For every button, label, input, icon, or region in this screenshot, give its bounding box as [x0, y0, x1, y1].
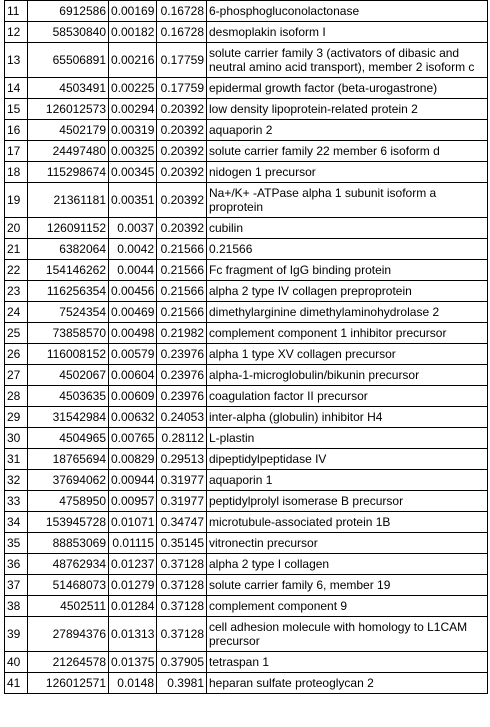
q-value-cell: 0.20392 [157, 120, 207, 141]
row-number-cell: 36 [5, 554, 28, 575]
row-number-cell: 22 [5, 260, 28, 281]
accession-cell: 31542984 [28, 407, 109, 428]
accession-cell: 58530840 [28, 22, 109, 43]
p-value-cell: 0.01115 [109, 533, 157, 554]
table-row [5, 533, 488, 554]
description-cell: aquaporin 2 [207, 120, 488, 141]
accession-cell: 21264578 [28, 652, 109, 673]
description-cell: alpha 2 type I collagen [207, 554, 488, 575]
accession-cell: 4502511 [28, 596, 109, 617]
p-value-cell: 0.00294 [109, 99, 157, 120]
q-value-cell: 0.35145 [157, 533, 207, 554]
p-value-cell: 0.00944 [109, 470, 157, 491]
q-value-cell: 0.31977 [157, 470, 207, 491]
q-value-cell: 0.23976 [157, 365, 207, 386]
row-number-cell: 26 [5, 344, 28, 365]
table-row [5, 470, 488, 491]
accession-cell: 4502179 [28, 120, 109, 141]
table-row [5, 512, 488, 533]
description-cell: 0.21566 [207, 239, 488, 260]
table-row [5, 43, 488, 78]
accession-cell: 115298674 [28, 162, 109, 183]
p-value-cell: 0.01071 [109, 512, 157, 533]
q-value-cell: 0.17759 [157, 78, 207, 99]
description-cell: epidermal growth factor (beta-urogastrone) [207, 78, 488, 99]
q-value-cell: 0.34747 [157, 512, 207, 533]
row-number-cell: 17 [5, 141, 28, 162]
row-number-cell: 32 [5, 470, 28, 491]
p-value-cell: 0.00351 [109, 183, 157, 218]
accession-cell: 126012571 [28, 673, 109, 694]
description-cell: alpha 2 type IV collagen preproprotein [207, 281, 488, 302]
p-value-cell: 0.00957 [109, 491, 157, 512]
table-row [5, 407, 488, 428]
table-row [5, 652, 488, 673]
table-row [5, 596, 488, 617]
description-cell: heparan sulfate proteoglycan 2 [207, 673, 488, 694]
accession-cell: 116256354 [28, 281, 109, 302]
row-number-cell: 13 [5, 43, 28, 78]
description-cell: desmoplakin isoform I [207, 22, 488, 43]
row-number-cell: 41 [5, 673, 28, 694]
table-row [5, 449, 488, 470]
accession-cell: 21361181 [28, 183, 109, 218]
table-row [5, 673, 488, 694]
accession-cell: 4503491 [28, 78, 109, 99]
p-value-cell: 0.01279 [109, 575, 157, 596]
p-value-cell: 0.00225 [109, 78, 157, 99]
table-row [5, 1, 488, 22]
description-cell: cubilin [207, 218, 488, 239]
accession-cell: 4503635 [28, 386, 109, 407]
p-value-cell: 0.00469 [109, 302, 157, 323]
row-number-cell: 24 [5, 302, 28, 323]
q-value-cell: 0.20392 [157, 162, 207, 183]
accession-cell: 6912586 [28, 1, 109, 22]
accession-cell: 154146262 [28, 260, 109, 281]
p-value-cell: 0.01237 [109, 554, 157, 575]
accession-cell: 51468073 [28, 575, 109, 596]
description-cell: complement component 1 inhibitor precursor [207, 323, 488, 344]
description-cell: solute carrier family 6, member 19 [207, 575, 488, 596]
description-cell: nidogen 1 precursor [207, 162, 488, 183]
p-value-cell: 0.00345 [109, 162, 157, 183]
row-number-cell: 20 [5, 218, 28, 239]
q-value-cell: 0.20392 [157, 141, 207, 162]
q-value-cell: 0.37128 [157, 617, 207, 652]
description-cell: solute carrier family 22 member 6 isoform d [207, 141, 488, 162]
description-cell: coagulation factor II precursor [207, 386, 488, 407]
q-value-cell: 0.31977 [157, 491, 207, 512]
table-row [5, 260, 488, 281]
accession-cell: 4502067 [28, 365, 109, 386]
p-value-cell: 0.00829 [109, 449, 157, 470]
accession-cell: 126012573 [28, 99, 109, 120]
q-value-cell: 0.21566 [157, 302, 207, 323]
description-cell: solute carrier family 3 (activators of dibasic and neutral amino acid transport), member 2 isoform c [207, 43, 488, 78]
p-value-cell: 0.01313 [109, 617, 157, 652]
q-value-cell: 0.23976 [157, 386, 207, 407]
p-value-cell: 0.00182 [109, 22, 157, 43]
table-row [5, 218, 488, 239]
q-value-cell: 0.37128 [157, 575, 207, 596]
description-cell: dimethylarginine dimethylaminohydrolase 2 [207, 302, 488, 323]
p-value-cell: 0.00498 [109, 323, 157, 344]
q-value-cell: 0.20392 [157, 218, 207, 239]
row-number-cell: 38 [5, 596, 28, 617]
q-value-cell: 0.17759 [157, 43, 207, 78]
description-cell: cell adhesion molecule with homology to L1CAM precursor [207, 617, 488, 652]
table-row [5, 491, 488, 512]
description-cell: alpha-1-microglobulin/bikunin precursor [207, 365, 488, 386]
row-number-cell: 11 [5, 1, 28, 22]
q-value-cell: 0.37128 [157, 554, 207, 575]
table-row [5, 78, 488, 99]
q-value-cell: 0.20392 [157, 99, 207, 120]
description-cell: L-plastin [207, 428, 488, 449]
description-cell: 6-phosphogluconolactonase [207, 1, 488, 22]
accession-cell: 4758950 [28, 491, 109, 512]
row-number-cell: 19 [5, 183, 28, 218]
accession-cell: 73858570 [28, 323, 109, 344]
description-cell: dipeptidylpeptidase IV [207, 449, 488, 470]
p-value-cell: 0.0044 [109, 260, 157, 281]
p-value-cell: 0.00169 [109, 1, 157, 22]
row-number-cell: 23 [5, 281, 28, 302]
p-value-cell: 0.01284 [109, 596, 157, 617]
description-cell: complement component 9 [207, 596, 488, 617]
q-value-cell: 0.3981 [157, 673, 207, 694]
row-number-cell: 12 [5, 22, 28, 43]
protein-table [4, 0, 488, 694]
row-number-cell: 21 [5, 239, 28, 260]
row-number-cell: 30 [5, 428, 28, 449]
table-row [5, 365, 488, 386]
description-cell: tetraspan 1 [207, 652, 488, 673]
accession-cell: 27894376 [28, 617, 109, 652]
row-number-cell: 14 [5, 78, 28, 99]
p-value-cell: 0.00456 [109, 281, 157, 302]
q-value-cell: 0.37905 [157, 652, 207, 673]
row-number-cell: 31 [5, 449, 28, 470]
accession-cell: 116008152 [28, 344, 109, 365]
p-value-cell: 0.01375 [109, 652, 157, 673]
description-cell: low density lipoprotein-related protein 2 [207, 99, 488, 120]
table-row [5, 617, 488, 652]
accession-cell: 126091152 [28, 218, 109, 239]
row-number-cell: 34 [5, 512, 28, 533]
description-cell: peptidylprolyl isomerase B precursor [207, 491, 488, 512]
q-value-cell: 0.28112 [157, 428, 207, 449]
accession-cell: 65506891 [28, 43, 109, 78]
p-value-cell: 0.0042 [109, 239, 157, 260]
table-row [5, 428, 488, 449]
accession-cell: 37694062 [28, 470, 109, 491]
q-value-cell: 0.16728 [157, 1, 207, 22]
p-value-cell: 0.00609 [109, 386, 157, 407]
table-row [5, 386, 488, 407]
q-value-cell: 0.21982 [157, 323, 207, 344]
row-number-cell: 15 [5, 99, 28, 120]
table-row [5, 141, 488, 162]
row-number-cell: 28 [5, 386, 28, 407]
p-value-cell: 0.00216 [109, 43, 157, 78]
table-row [5, 239, 488, 260]
p-value-cell: 0.00325 [109, 141, 157, 162]
row-number-cell: 39 [5, 617, 28, 652]
row-number-cell: 37 [5, 575, 28, 596]
p-value-cell: 0.0148 [109, 673, 157, 694]
table-row [5, 302, 488, 323]
row-number-cell: 18 [5, 162, 28, 183]
table-row [5, 99, 488, 120]
q-value-cell: 0.21566 [157, 239, 207, 260]
q-value-cell: 0.24053 [157, 407, 207, 428]
p-value-cell: 0.00765 [109, 428, 157, 449]
p-value-cell: 0.00319 [109, 120, 157, 141]
row-number-cell: 16 [5, 120, 28, 141]
q-value-cell: 0.20392 [157, 183, 207, 218]
p-value-cell: 0.00632 [109, 407, 157, 428]
q-value-cell: 0.21566 [157, 281, 207, 302]
table-row [5, 22, 488, 43]
accession-cell: 153945728 [28, 512, 109, 533]
table-row [5, 575, 488, 596]
table-row [5, 162, 488, 183]
protein-table-body [5, 1, 488, 694]
q-value-cell: 0.16728 [157, 22, 207, 43]
description-cell: microtubule-associated protein 1B [207, 512, 488, 533]
description-cell: Na+/K+ -ATPase alpha 1 subunit isoform a proprotein [207, 183, 488, 218]
accession-cell: 18765694 [28, 449, 109, 470]
table-row [5, 554, 488, 575]
q-value-cell: 0.21566 [157, 260, 207, 281]
accession-cell: 24497480 [28, 141, 109, 162]
row-number-cell: 27 [5, 365, 28, 386]
row-number-cell: 29 [5, 407, 28, 428]
table-row [5, 344, 488, 365]
q-value-cell: 0.29513 [157, 449, 207, 470]
accession-cell: 4504965 [28, 428, 109, 449]
table-row [5, 183, 488, 218]
description-cell: vitronectin precursor [207, 533, 488, 554]
table-row [5, 120, 488, 141]
p-value-cell: 0.00579 [109, 344, 157, 365]
q-value-cell: 0.23976 [157, 344, 207, 365]
description-cell: alpha 1 type XV collagen precursor [207, 344, 488, 365]
table-row [5, 323, 488, 344]
row-number-cell: 40 [5, 652, 28, 673]
description-cell: Fc fragment of IgG binding protein [207, 260, 488, 281]
accession-cell: 48762934 [28, 554, 109, 575]
accession-cell: 88853069 [28, 533, 109, 554]
description-cell: aquaporin 1 [207, 470, 488, 491]
accession-cell: 6382064 [28, 239, 109, 260]
row-number-cell: 35 [5, 533, 28, 554]
table-row [5, 281, 488, 302]
q-value-cell: 0.37128 [157, 596, 207, 617]
description-cell: inter-alpha (globulin) inhibitor H4 [207, 407, 488, 428]
row-number-cell: 25 [5, 323, 28, 344]
accession-cell: 7524354 [28, 302, 109, 323]
p-value-cell: 0.0037 [109, 218, 157, 239]
p-value-cell: 0.00604 [109, 365, 157, 386]
row-number-cell: 33 [5, 491, 28, 512]
